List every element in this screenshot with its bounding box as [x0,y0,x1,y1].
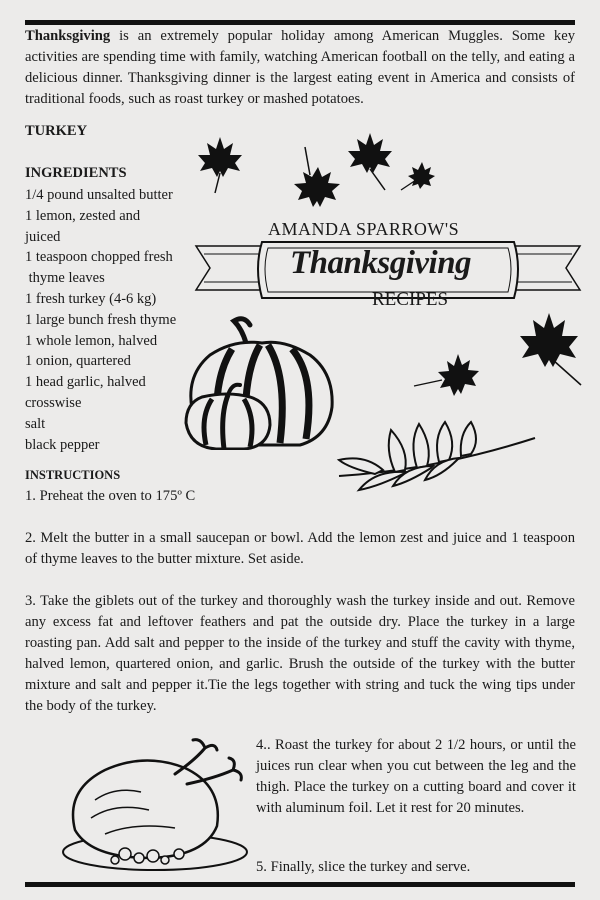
maple-leaf-icon [345,130,395,192]
ingredients-heading: INGREDIENTS [25,165,127,181]
ingredient-item: juiced [25,228,61,245]
intro-text: is an extremely popular holiday among American Muggles. Some key activities are spending time with family, watching American football on the telly, and eating a delicious dinner. Thanksgiving dinner is the largest eating event in America and consists of traditional foods, such as roast turkey or mashed potatoes. [25,28,575,107]
instruction-step: 3. Take the giblets out of the turkey and thoroughly wash the turkey inside and out. Remove any excess fat and leftover feathers and pat the outside dry. Place the turkey in a large roasting pan. Add salt and pepper to the inside of the turkey and stuff the cavity with thyme, halved lemon, quartered onion, and garlic. Brush the outside of the turkey with the butter mixture and salt and pepper it.Tie the legs together with string and tuck the wing tips under the body of the turkey. [25,593,575,714]
intro-lead: Thanksgiving [25,28,111,44]
banner-line1: AMANDA SPARROW'S [268,219,460,239]
ingredient-item: 1 onion, quartered [25,353,131,370]
ingredient-item: thyme leaves [25,270,105,287]
ingredient-item: 1 teaspoon chopped fresh [25,249,173,266]
ingredient-item: 1 whole lemon, halved [25,332,158,349]
ingredients-list [25,185,185,455]
ingredient-item: crosswise [25,394,82,411]
instruction-step: 2. Melt the butter in a small saucepan or bowl. Add the lemon zest and juice and 1 teaspoon of thyme leaves to the butter mixture. Set aside. [25,530,575,567]
ingredient-item: 1 head garlic, halved [25,374,146,391]
instruction-step: 5. Finally, slice the turkey and serve. [256,859,471,875]
maple-leaf-icon [195,135,245,195]
instruction-step: 1. Preheat the oven to 175º C [25,488,196,504]
intro-paragraph [25,26,575,110]
ingredient-item: 1/4 pound unsalted butter [25,187,173,203]
banner-line3: RECIPES [372,289,449,310]
ingredient-item: salt [25,415,46,432]
maple-leaf-icon [398,160,436,192]
ingredient-item: black pepper [25,436,100,453]
branch-icon [335,420,540,492]
pumpkin-icon [172,315,342,450]
ingredient-item: 1 lemon, zested and [25,207,141,224]
bottom-rule [25,882,575,887]
maple-leaf-icon [290,145,345,213]
ingredient-item: 1 large bunch fresh thyme [25,311,177,328]
instructions-heading: INSTRUCTIONS [25,468,121,482]
instruction-step: 4.. Roast the turkey for about 2 1/2 hours, or until the juices run clear when you cut between the leg and the thigh. Place the turkey on a cutting board and cover it with aluminum foil. Let it rest for 20 minutes. [256,737,576,816]
banner-title: Thanksgiving [290,245,472,281]
roast-turkey-icon [55,730,250,875]
top-rule [25,20,575,25]
maple-leaf-icon [412,352,482,404]
recipe-title: TURKEY [25,123,88,139]
ingredient-item: 1 fresh turkey (4-6 kg) [25,290,157,307]
